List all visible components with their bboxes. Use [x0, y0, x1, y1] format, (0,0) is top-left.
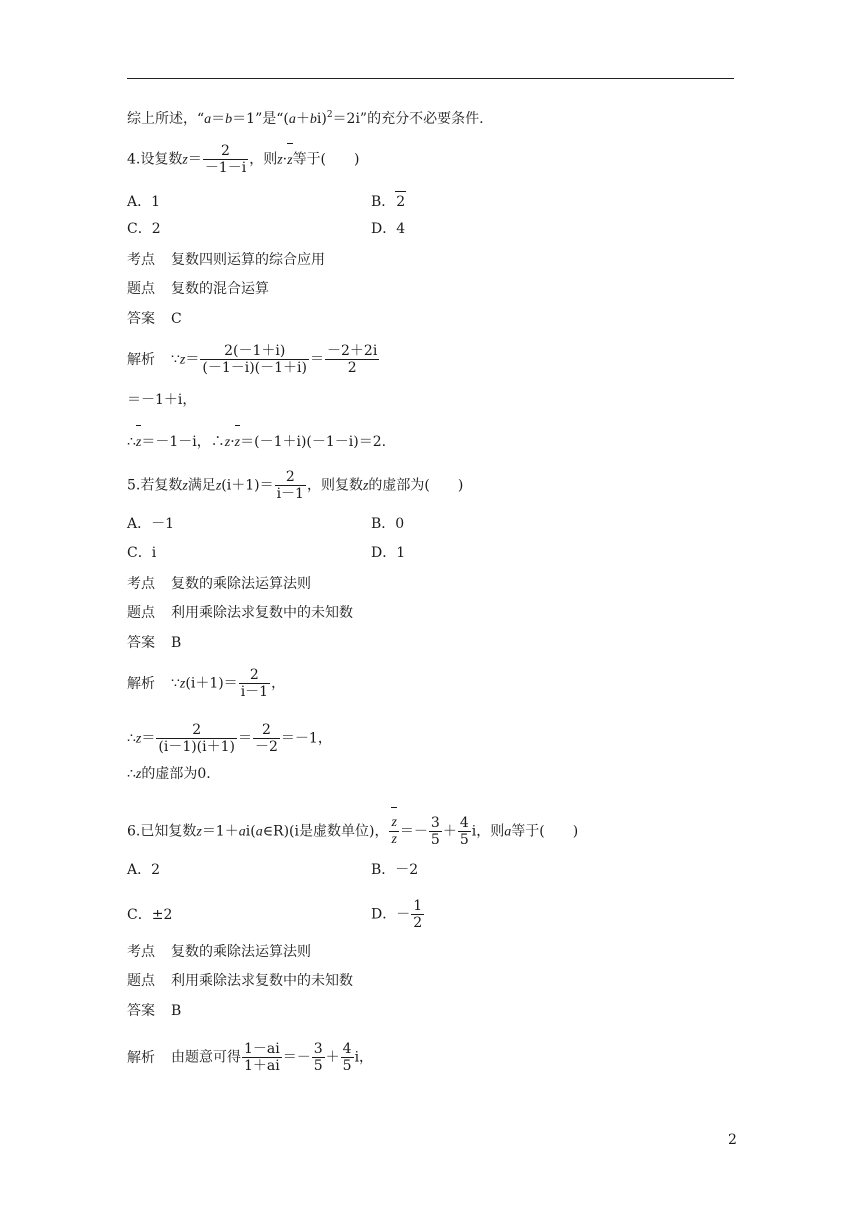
q5-options-row1: A．－1 B．0 [127, 516, 405, 532]
q5-options-row2: C．i D．1 [127, 545, 406, 561]
q6-kaodian: 考点 复数的乘除法运算法则 [127, 944, 311, 960]
q6-answer: 答案 B [127, 1003, 182, 1019]
page-number: 2 [728, 1132, 737, 1148]
q4-options-row2: C．2 D．4 [127, 221, 406, 237]
q5-kaodian: 考点 复数的乘除法运算法则 [127, 576, 311, 592]
q4-kaodian: 考点 复数四则运算的综合应用 [127, 252, 325, 268]
q5-tidian: 题点 利用乘除法求复数中的未知数 [127, 605, 353, 621]
q6-solution-1: 解析 由题意可得 $\frac{1-ai}{1+ai}$ ＝－ $\frac{3}{5}$ ＋ $\frac{4}{5}$ i， [127, 1041, 374, 1074]
q5-solution-1: 解析 ∵z(i＋1)＝ $\frac{2}{i-1}$ ， [127, 667, 286, 700]
q6-tidian: 题点 利用乘除法求复数中的未知数 [127, 973, 353, 989]
q5-solution-3: ∴z的虚部为0. [127, 766, 211, 782]
question-6: 6.已知复数z＝1＋ai(a∈R)(i是虚数单位)， $\frac{z}{z}$ ＝－ $\frac{3}{5}$ ＋ $\frac{4}{5}$ i，则a等于( ) [127, 815, 579, 848]
q4-options-row1: A．1 B．2 [127, 191, 406, 212]
summary-line: 综上所述，“a＝b＝1”是“$(a+bi)^2=2i$”的充分不必要条件. [127, 110, 484, 127]
q5-solution-2: ∴z＝ $\frac{2}{(i-1)(i+1)}$ ＝ $\frac{2}{-2}$ ＝－1， [127, 722, 332, 755]
q4-fraction: $\frac{2}{-1-i}$ [204, 143, 247, 176]
q4-solution-3: ∴z＝－1－i，∴z·z＝(－1＋i)(－1－i)＝2. [127, 432, 386, 453]
q4-tidian: 题点 复数的混合运算 [127, 281, 269, 297]
question-5: 5.若复数z满足z(i＋1)＝ $\frac{2}{i-1}$ ，则复数z的虚部为( ) [127, 469, 464, 502]
q6-options-row2: C．±2 D．－ $\frac{1}{2}$ [127, 898, 423, 931]
q4-solution-1: 解析 ∵z＝ $\frac{2(-1+i)}{(-1-i)(-1+i)}$ ＝ $\frac{-2+2i}{2}$ [127, 343, 378, 376]
header-rule [127, 78, 734, 79]
q5-answer: 答案 B [127, 635, 182, 651]
question-4: 4.设复数z＝ $\frac{2}{-1-i}$ ，则z·z等于( ) [127, 143, 360, 176]
q4-answer: 答案 C [127, 311, 182, 327]
q4-solution-2: ＝－1＋i， [127, 392, 197, 408]
q6-options-row1: A．2 B．－2 [127, 862, 419, 878]
